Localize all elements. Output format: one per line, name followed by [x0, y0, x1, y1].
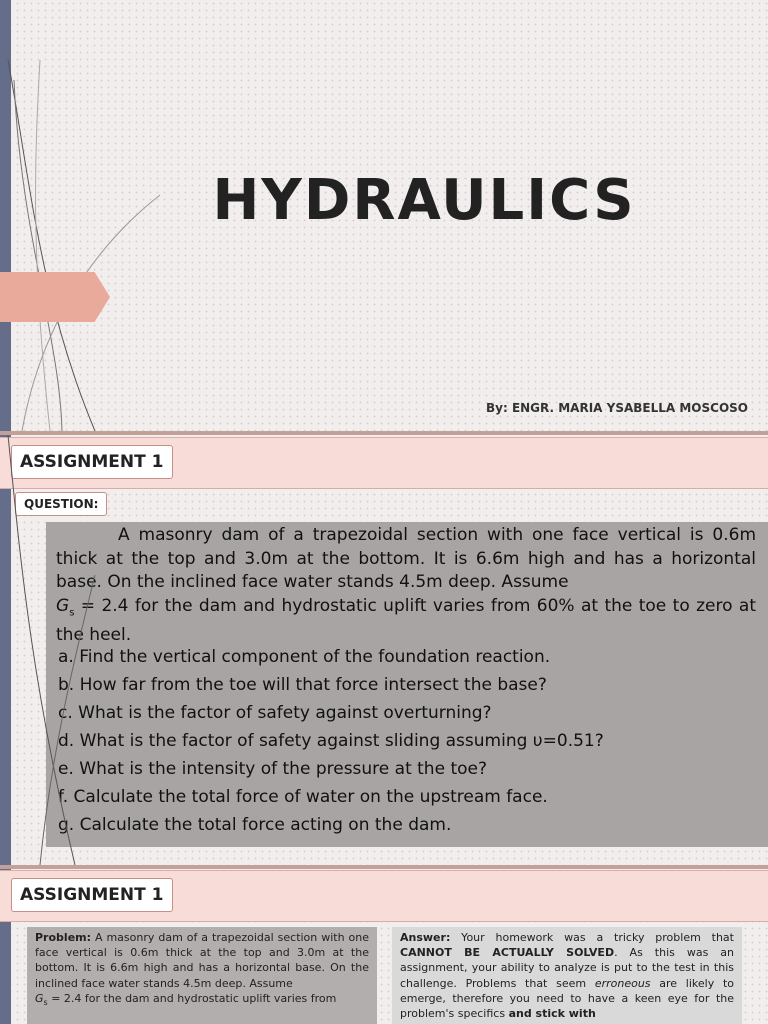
gs-subscript: s	[69, 606, 75, 618]
answer-text-2: . As this was an assignment, your ability to analyze is put to the test in this challenge. Problems that seem	[400, 946, 734, 990]
question-item-g: g. Calculate the total force acting on the dam.	[58, 815, 452, 835]
question-intro-line1: A masonry dam of a trapezoidal section with one face vertical is	[118, 525, 704, 545]
answer-text-1: Your homework was a tricky problem that	[450, 931, 734, 944]
title-slide	[0, 0, 768, 431]
question-item-c: c. What is the factor of safety against overturning?	[58, 703, 492, 723]
question-item-a: a. Find the vertical component of the foundation reaction.	[58, 647, 551, 667]
answer-slide	[0, 869, 768, 1024]
question-text	[56, 524, 756, 648]
assignment-heading: ASSIGNMENT 1	[11, 878, 173, 912]
gs-symbol: G	[56, 595, 70, 616]
problem-label: Problem:	[35, 931, 92, 944]
question-item-b: b. How far from the toe will that force intersect the base?	[58, 675, 547, 695]
problem-gs-subscript: s	[43, 998, 48, 1007]
presentation-title: HYDRAULICS	[212, 168, 636, 233]
problem-gs-text: = 2.4 for the dam and hydrostatic uplift varies from	[47, 991, 337, 1005]
problem-text: A masonry dam of a trapezoidal section with one face vertical is 0.6m thick at the top and 3.0m at the bottom. It is 6.6m high and has a horizontal base. On the inclined face water stands 4.5m deep. Assume	[35, 931, 369, 990]
answer-emphasis-2: and stick with	[508, 1007, 596, 1021]
question-item-d: d. What is the factor of safety against sliding assuming υ=0.51?	[58, 731, 604, 751]
question-item-e: e. What is the intensity of the pressure at the toe?	[58, 759, 487, 779]
arrow-tab	[0, 272, 110, 322]
assignment-heading: ASSIGNMENT 1	[11, 445, 173, 479]
problem-gs-symbol: G	[35, 991, 44, 1005]
answer-italic: erroneous	[594, 976, 651, 990]
problem-panel	[27, 927, 377, 1024]
answer-label: Answer:	[400, 931, 451, 944]
question-item-f: f. Calculate the total force of water on the upstream face.	[58, 787, 548, 807]
answer-emphasis-1: CANNOT BE ACTUALLY SOLVED	[400, 946, 615, 960]
question-label: QUESTION:	[15, 492, 107, 516]
question-intro-rest: 0.6m thick at the top and 3.0m at the bottom. It is 6.6m high and has a horizontal base. On the inclined face water stands 4.5m deep. Assume	[56, 525, 757, 592]
question-slide	[0, 435, 768, 865]
answer-panel	[392, 927, 742, 1024]
author-byline: By: ENGR. MARIA YSABELLA MOSCOSO	[486, 401, 748, 415]
answer-text-3: are likely to emerge, therefore you need to have a keen eye for the problem's specifics	[400, 976, 735, 1021]
accent-bar	[0, 435, 11, 865]
gs-description: = 2.4 for the dam and hydrostatic uplift varies from 60% at the toe to zero at the heel.	[56, 595, 756, 646]
